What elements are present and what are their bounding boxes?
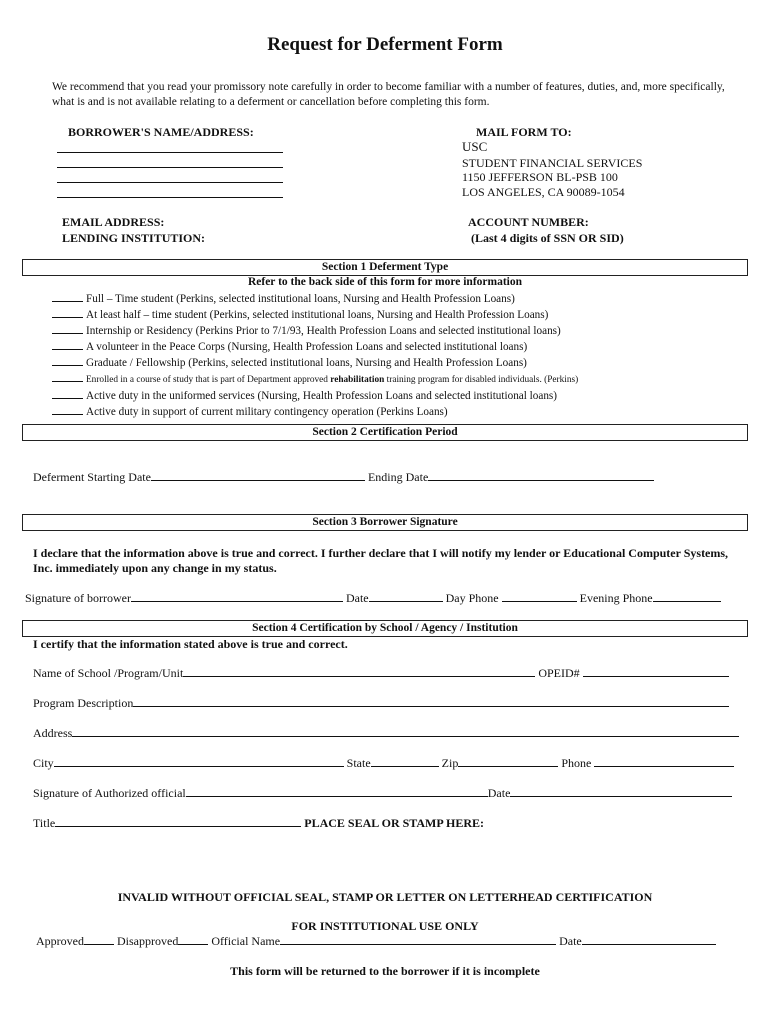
- school-address-field[interactable]: [72, 726, 739, 737]
- deferment-option-2[interactable]: At least half – time student (Perkins, selected institutional loans, Nursing and Health Profession Loans): [52, 307, 578, 323]
- mail-line-3: 1150 JEFFERSON BL-PSB 100: [462, 170, 618, 184]
- title-row: Title PLACE SEAL OR STAMP HERE:: [33, 816, 485, 830]
- checkbox-blank[interactable]: [52, 355, 83, 366]
- invalid-notice: INVALID WITHOUT OFFICIAL SEAL, STAMP OR LETTER ON LETTERHEAD CERTIFICATION: [117, 890, 653, 904]
- seal-stamp-label: PLACE SEAL OR STAMP HERE:: [304, 816, 485, 830]
- checkbox-blank[interactable]: [52, 291, 83, 302]
- evening-phone-field[interactable]: [653, 591, 721, 602]
- authorized-signature-row: Signature of Authorized official Date: [33, 786, 732, 801]
- borrower-address-line-1[interactable]: [57, 152, 283, 153]
- deferment-option-1[interactable]: Full – Time student (Perkins, selected institutional loans, Nursing and Health Profession Loans): [52, 291, 578, 307]
- checkbox-blank[interactable]: [52, 388, 83, 399]
- zip-field[interactable]: [458, 756, 558, 767]
- borrower-address-line-2[interactable]: [57, 167, 283, 168]
- institutional-use-row: Approved Disapproved Official Name Date: [36, 934, 716, 949]
- deferment-option-8[interactable]: Active duty in support of current military contingency operation (Perkins Loans): [52, 404, 578, 420]
- mail-line-4: LOS ANGELES, CA 90089-1054: [462, 185, 625, 199]
- opeid-field[interactable]: [583, 666, 729, 677]
- deferment-type-list: [52, 291, 578, 420]
- checkbox-blank[interactable]: [52, 371, 83, 382]
- section4-header: Section 4 Certification by School / Agency / Institution: [22, 620, 748, 637]
- checkbox-blank[interactable]: [52, 339, 83, 350]
- email-label: EMAIL ADDRESS:: [62, 215, 165, 229]
- deferment-option-5[interactable]: Graduate / Fellowship (Perkins, selected institutional loans, Nursing and Health Profession Loans): [52, 355, 578, 371]
- deferment-option-4[interactable]: A volunteer in the Peace Corps (Nursing, Health Profession Loans and selected institutional loans): [52, 339, 578, 355]
- checkbox-blank[interactable]: [52, 323, 83, 334]
- deferment-option-6[interactable]: Enrolled in a course of study that is part of Department approved rehabilitation training program for disabled individuals. (Perkins): [52, 371, 578, 388]
- deferment-option-7[interactable]: Active duty in the uniformed services (Nursing, Health Profession Loans and selected institutional loans): [52, 388, 578, 404]
- city-row: City State Zip Phone: [33, 756, 734, 771]
- mail-form-label: MAIL FORM TO:: [476, 125, 572, 139]
- mail-line-2: STUDENT FINANCIAL SERVICES: [462, 156, 643, 170]
- institutional-use-heading: FOR INSTITUTIONAL USE ONLY: [291, 919, 479, 933]
- returned-notice: This form will be returned to the borrower if it is incomplete: [230, 964, 540, 978]
- disapproved-field[interactable]: [178, 934, 208, 945]
- day-phone-field[interactable]: [502, 591, 577, 602]
- borrower-name-label: BORROWER'S NAME/ADDRESS:: [68, 125, 254, 139]
- borrower-date-field[interactable]: [369, 591, 443, 602]
- authorized-date-field[interactable]: [510, 786, 732, 797]
- deferment-option-3[interactable]: Internship or Residency (Perkins Prior to 7/1/93, Health Profession Loans and selected institutional loans): [52, 323, 578, 339]
- school-name-field[interactable]: [183, 666, 535, 677]
- page-title: Request for Deferment Form: [267, 34, 503, 55]
- approved-field[interactable]: [84, 934, 114, 945]
- account-number-label: ACCOUNT NUMBER:: [468, 215, 589, 229]
- checkbox-blank[interactable]: [52, 307, 83, 318]
- section3-header: Section 3 Borrower Signature: [22, 514, 748, 531]
- state-field[interactable]: [371, 756, 439, 767]
- institutional-date-field[interactable]: [582, 934, 716, 945]
- official-title-field[interactable]: [55, 816, 301, 827]
- mail-line-1: USC: [462, 139, 488, 154]
- end-date-field[interactable]: [428, 470, 654, 481]
- borrower-address-line-4[interactable]: [57, 197, 283, 198]
- official-name-field[interactable]: [280, 934, 556, 945]
- checkbox-blank[interactable]: [52, 404, 83, 415]
- program-description-field[interactable]: [133, 696, 729, 707]
- section1-subtitle: Refer to the back side of this form for more information: [247, 276, 523, 288]
- account-number-sub: (Last 4 digits of SSN OR SID): [471, 231, 624, 245]
- lending-label: LENDING INSTITUTION:: [62, 231, 206, 245]
- borrower-signature-row: Signature of borrower Date Day Phone Evening Phone: [25, 591, 721, 606]
- school-certify-text: I certify that the information stated above is true and correct.: [33, 637, 348, 651]
- program-row: Program Description: [33, 696, 729, 711]
- borrower-address-line-3[interactable]: [57, 182, 283, 183]
- intro-text: We recommend that you read your promissory note carefully in order to become familiar with a number of features, duties, and, more specifically, what is and is not available relating to a deferment or cancellation before completing this form.: [52, 81, 725, 108]
- address-row: Address: [33, 726, 739, 741]
- city-field[interactable]: [54, 756, 344, 767]
- borrower-declaration: I declare that the information above is true and correct. I further declare that I will notify my lender or Educational Computer Systems, Inc. immediately upon any change in my status.: [33, 546, 729, 575]
- section2-header: Section 2 Certification Period: [22, 424, 748, 441]
- certification-period-row: Deferment Starting Date Ending Date: [33, 470, 654, 485]
- authorized-signature-field[interactable]: [186, 786, 488, 797]
- start-date-field[interactable]: [151, 470, 365, 481]
- borrower-signature-field[interactable]: [131, 591, 343, 602]
- school-name-row: Name of School /Program/Unit OPEID#: [33, 666, 729, 681]
- section1-header: Section 1 Deferment Type: [22, 259, 748, 276]
- school-phone-field[interactable]: [594, 756, 734, 767]
